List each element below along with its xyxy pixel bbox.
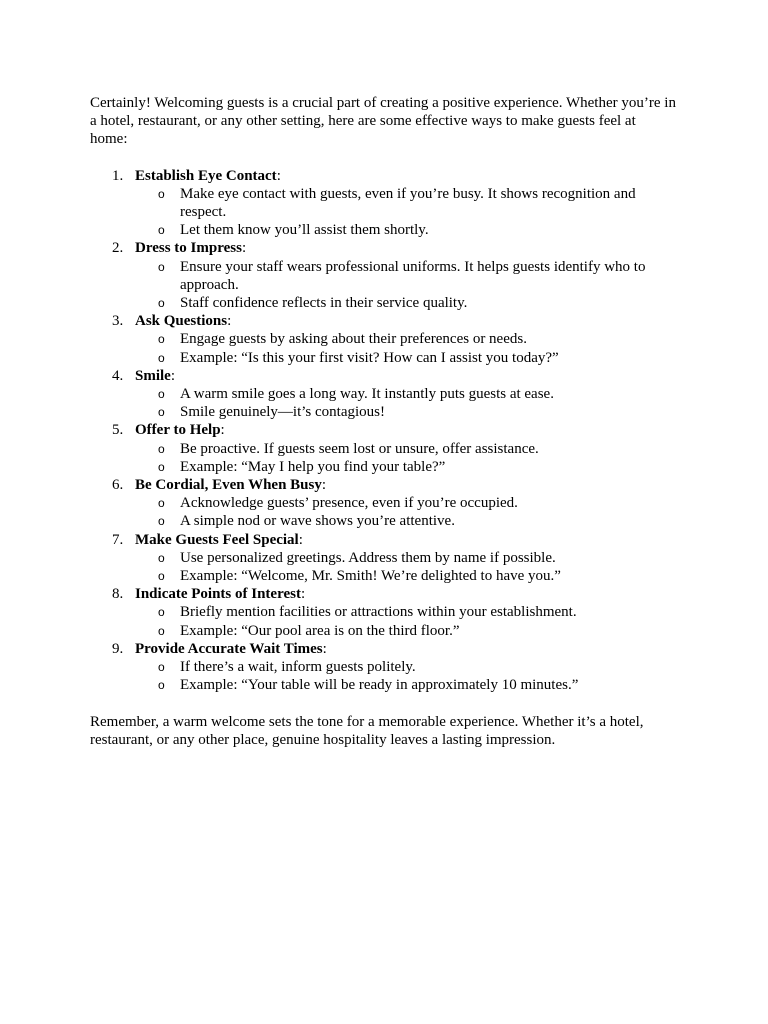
sub-item-text: Be proactive. If guests seem lost or unsure, offer assistance. (180, 440, 539, 457)
bullet-icon: o (158, 350, 165, 365)
sub-item-text: Example: “May I help you find your table?” (180, 458, 446, 475)
item-title: Smile (135, 367, 171, 384)
sub-item-text: Let them know you’ll assist them shortly. (180, 222, 429, 239)
list-item (90, 312, 676, 367)
bullet-icon: o (158, 605, 165, 620)
sub-list-item (135, 440, 676, 458)
sub-list-item (135, 549, 676, 567)
sub-list (135, 385, 676, 421)
sub-list (135, 258, 676, 313)
sub-item-text: Use personalized greetings. Address them by name if possible. (180, 549, 556, 566)
sub-list (135, 658, 676, 694)
item-colon: : (298, 531, 303, 548)
sub-list-item (135, 403, 676, 421)
sub-item-text: Example: “Your table will be ready in approximately 10 minutes.” (180, 677, 579, 694)
sub-list (135, 603, 676, 639)
sub-item-text: Smile genuinely—it’s contagious! (180, 404, 385, 421)
item-title: Dress to Impress (135, 240, 242, 257)
item-title: Ask Questions (135, 313, 228, 330)
bullet-icon: o (158, 569, 165, 584)
sub-item-text: Example: “Our pool area is on the third floor.” (180, 622, 460, 639)
sub-list (135, 549, 676, 585)
sub-list-item (135, 458, 676, 476)
sub-list (135, 440, 676, 476)
sub-list-item (135, 185, 676, 221)
bullet-icon: o (158, 441, 165, 456)
sub-item-text: Make eye contact with guests, even if you’re busy. It shows recognition and respect. (180, 185, 636, 221)
item-colon: : (227, 313, 232, 330)
sub-item-text: Example: “Welcome, Mr. Smith! We’re delighted to have you.” (180, 568, 561, 585)
item-number: 7. (112, 531, 124, 548)
item-colon: : (322, 640, 327, 657)
item-number: 9. (112, 640, 124, 657)
bullet-icon: o (158, 259, 165, 274)
document-page (90, 94, 676, 749)
bullet-icon: o (158, 332, 165, 347)
list-item (90, 531, 676, 586)
item-number: 8. (112, 586, 124, 603)
bullet-icon: o (158, 678, 165, 693)
list-item (90, 421, 676, 476)
item-colon: : (300, 586, 306, 603)
bullet-icon: o (158, 514, 165, 529)
list-item (90, 640, 676, 695)
item-colon: : (241, 240, 247, 257)
item-colon: : (276, 167, 281, 184)
sub-item-text: Briefly mention facilities or attractions within your establishment. (180, 604, 577, 621)
sub-list-item (135, 512, 676, 530)
item-title: Offer to Help (135, 422, 221, 439)
item-title: Establish Eye Contact (135, 167, 277, 184)
sub-list-item (135, 567, 676, 585)
bullet-icon: o (158, 223, 165, 238)
bullet-icon: o (158, 623, 165, 638)
sub-list-item (135, 294, 676, 312)
sub-item-text: Example: “Is this your first visit? How can I assist you today?” (180, 349, 559, 366)
intro-paragraph: Certainly! Welcoming guests is a crucial part of creating a positive experience. Whether you’re in a hotel, restaurant, or any other setting, here are some effective ways to make guests feel at home: (90, 95, 676, 148)
item-number: 5. (112, 422, 124, 439)
sub-list-item (135, 622, 676, 640)
item-number: 6. (112, 477, 124, 494)
sub-item-text: If there’s a wait, inform guests politely. (180, 659, 416, 676)
sub-list-item (135, 330, 676, 348)
list-item (90, 476, 676, 531)
bullet-icon: o (158, 459, 165, 474)
item-colon: : (220, 422, 225, 439)
item-title: Make Guests Feel Special (135, 531, 299, 548)
sub-item-text: Ensure your staff wears professional uniforms. It helps guests identify who to approach. (180, 258, 646, 293)
list-item (90, 239, 676, 312)
bullet-icon: o (158, 296, 165, 311)
bullet-icon: o (158, 550, 165, 565)
bullet-icon: o (158, 496, 165, 511)
bullet-icon: o (158, 387, 165, 402)
list-item (90, 585, 676, 640)
item-colon: : (321, 477, 327, 494)
bullet-icon: o (158, 186, 165, 201)
sub-list-item (135, 494, 676, 512)
bullet-icon: o (158, 405, 165, 420)
sub-list-item (135, 385, 676, 403)
sub-item-text: A warm smile goes a long way. It instantly puts guests at ease. (180, 386, 554, 403)
sub-list-item (135, 676, 676, 694)
conclusion-paragraph: Remember, a warm welcome sets the tone for a memorable experience. Whether it’s a hotel, restaurant, or any other place, genuine hospitality leaves a lasting impression. (90, 713, 644, 748)
sub-list (135, 330, 676, 366)
item-number: 3. (112, 313, 124, 330)
list-item (90, 367, 676, 422)
sub-item-text: Staff confidence reflects in their service quality. (180, 295, 468, 312)
sub-list-item (135, 258, 676, 294)
sub-list-item (135, 349, 676, 367)
item-title: Provide Accurate Wait Times (135, 640, 323, 657)
list-item (90, 167, 676, 240)
item-colon: : (170, 367, 176, 384)
sub-item-text: Engage guests by asking about their preferences or needs. (180, 331, 527, 348)
sub-list-item (135, 603, 676, 621)
sub-list-item (135, 221, 676, 239)
sub-list (135, 185, 676, 240)
tips-list (90, 167, 676, 695)
sub-list (135, 494, 676, 530)
sub-item-text: A simple nod or wave shows you’re attentive. (180, 513, 455, 530)
item-number: 1. (112, 167, 124, 184)
item-title: Be Cordial, Even When Busy (135, 477, 322, 494)
item-number: 2. (112, 240, 124, 257)
sub-list-item (135, 658, 676, 676)
item-number: 4. (112, 367, 124, 384)
sub-item-text: Acknowledge guests’ presence, even if you’re occupied. (180, 495, 518, 512)
item-title: Indicate Points of Interest (135, 586, 301, 603)
bullet-icon: o (158, 660, 165, 675)
